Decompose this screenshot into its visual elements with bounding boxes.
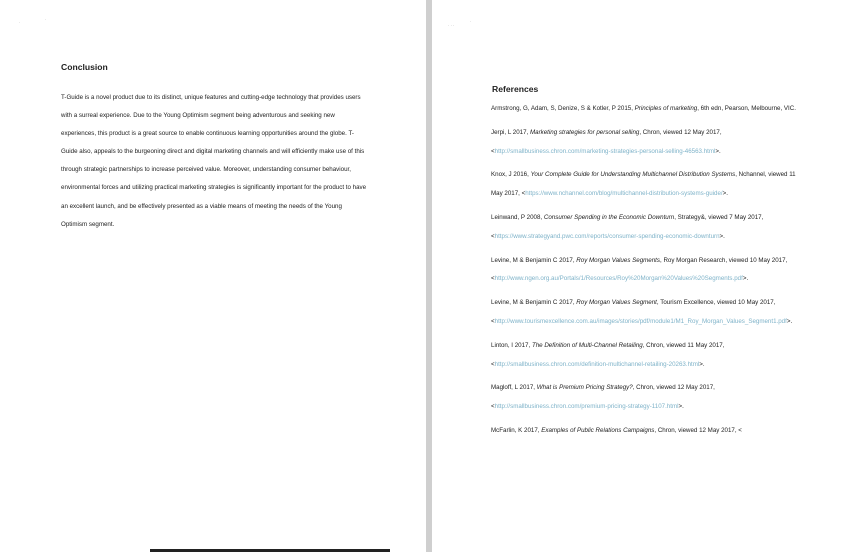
page-mark: · — [45, 17, 47, 22]
reference-closing: >. — [715, 147, 721, 155]
reference-author-year: Magloff, L 2017, — [491, 384, 537, 392]
reference-title: Consumer Spending in the Economic Downturn — [543, 214, 675, 222]
reference-publisher: , Chron, viewed 12 May 2017, < — [654, 427, 742, 435]
reference-publisher: , Tourism Excellence, viewed 10 May 2017, < — [491, 299, 776, 325]
reference-closing: >. — [722, 190, 728, 198]
reference-author-year: Leinwand, P 2008, — [491, 214, 544, 222]
left-page — [0, 0, 426, 552]
references-heading: References — [492, 84, 539, 94]
reference-title: The Definition of Multi-Channel Retailing — [531, 341, 643, 349]
reference-entry — [491, 124, 805, 161]
reference-entry — [491, 166, 805, 203]
reference-title: Marketing strategies for personal selling — [529, 128, 640, 136]
reference-url-link[interactable]: http://www.ngen.org.au/Portals/1/Resources/Roy%20Morgan%20Values%20Segments.pdf — [494, 275, 743, 283]
reference-author-year: Knox, J 2016, — [491, 171, 531, 179]
reference-url-link[interactable]: http://smallbusiness.chron.com/premium-pricing-strategy-1107.html — [494, 403, 679, 411]
reference-closing: >. — [786, 317, 793, 325]
reference-author-year: Levine, M & Benjamin C 2017, — [491, 256, 577, 264]
reference-title: Roy Morgan Values Segments — [576, 256, 660, 264]
reference-entry — [491, 337, 805, 374]
page-mark: · — [470, 19, 472, 24]
reference-url-link[interactable]: https://www.nchannel.com/blog/multichannel-distribution-systems-guide/ — [525, 190, 723, 198]
right-page — [432, 0, 856, 552]
page-mark: · · · — [448, 23, 455, 28]
reference-entry — [491, 422, 805, 441]
reference-publisher: , Chron, viewed 11 May 2017, < — [491, 341, 725, 368]
reference-publisher: , Roy Morgan Research, viewed 10 May 2017, < — [491, 256, 788, 283]
reference-list — [491, 100, 805, 446]
reference-publisher: , Strategy&, viewed 7 May 2017, < — [491, 214, 764, 240]
conclusion-heading: Conclusion — [61, 62, 108, 72]
reference-entry — [491, 209, 805, 246]
reference-publisher: , Nchannel, viewed 11 May 2017, < — [491, 171, 796, 198]
reference-title: Your Complete Guide for Understanding Multichannel Distribution Systems — [530, 171, 736, 179]
reference-publisher: , Chron, viewed 12 May 2017, < — [491, 384, 715, 411]
reference-title: Principles of marketing — [634, 105, 698, 112]
reference-author-year: Armstrong, G, Adam, S, Denize, S & Kotler, P 2015, — [491, 105, 635, 112]
conclusion-paragraph: T-Guide is a novel product due to its distinct, unique features and cutting-edge technology that provides users with a surreal experience. Due to the Young Optimism segment being adventurous and seeking new experiences, this product is a great source to enable continuous learning opportunities around the globe. T-Guide also, appeals to the burgeoning direct and digital marketing channels and will efficiently make use of this through strategic partnerships to increase perceived value. Moreover, understanding consumer behaviour, environmental forces and utilizing practical marketing strategies is significantly important for the product to have an excellent launch, and be effectively presented as a viable means of meeting the needs of the Young Optimism segment. — [61, 94, 367, 228]
reference-author-year: Levine, M & Benjamin C 2017, — [491, 299, 577, 307]
reference-entry — [491, 252, 805, 289]
reference-closing: >. — [742, 275, 749, 283]
reference-entry — [491, 100, 805, 119]
reference-url-link[interactable]: http://smallbusiness.chron.com/definition-multichannel-retailing-20263.html — [494, 360, 700, 368]
reference-closing: >. — [699, 360, 705, 368]
reference-url-link[interactable]: http://smallbusiness.chron.com/marketing-strategies-personal-selling-46563.html — [494, 147, 716, 155]
page-mark: · — [19, 20, 21, 25]
reference-entry — [491, 294, 805, 331]
reference-publisher: , 6th edn, Pearson, Melbourne, VIC. — [697, 105, 796, 112]
reference-entry — [491, 379, 805, 416]
reference-title: Examples of Public Relations Campaigns — [541, 427, 655, 435]
reference-closing: >. — [678, 403, 684, 411]
reference-url-link[interactable]: http://www.tourismexcellence.com.au/images/stories/pdf/module1/M1_Roy_Morgan_Values_Segment1.pdf — [494, 317, 787, 325]
reference-url-link[interactable]: https://www.strategyand.pwc.com/reports/consumer-spending-economic-downturn — [494, 232, 720, 240]
reference-title: What is Premium Pricing Strategy? — [536, 384, 633, 392]
reference-publisher: , Chron, viewed 12 May 2017, < — [491, 128, 722, 155]
reference-closing: >. — [719, 232, 725, 240]
reference-author-year: McFarlin, K 2017, — [491, 427, 542, 435]
reference-author-year: Linton, I 2017, — [491, 341, 532, 349]
reference-author-year: Jerpi, L 2017, — [491, 128, 530, 136]
reference-title: Roy Morgan Values Segment — [576, 299, 657, 307]
